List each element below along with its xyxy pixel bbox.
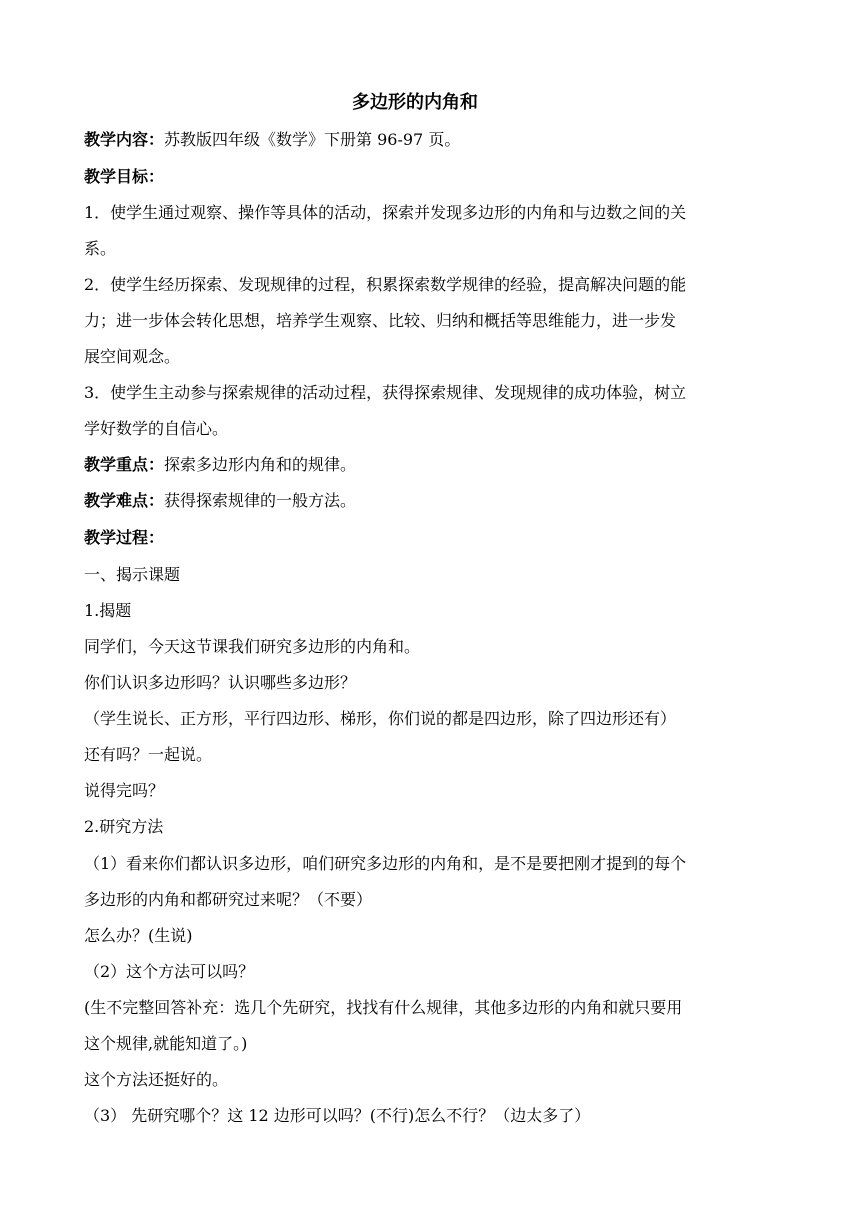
process-paragraph: 这个规律,就能知道了。) <box>84 1034 248 1053</box>
key-point-label: 教学重点： <box>84 455 165 474</box>
process-subheading-method: 2.研究方法 <box>84 817 164 836</box>
key-point-line <box>84 452 744 478</box>
process-paragraph: 怎么办？(生说) <box>84 926 193 945</box>
process-paragraph: (生不完整回答补充：选几个先研究，找找有什么规律，其他多边形的内角和就只要用 <box>84 998 683 1017</box>
goal-3-line-1: 3．使学生主动参与探索规律的活动过程，获得探索规律、发现规律的成功体验，树立 <box>84 383 687 402</box>
difficulty-label: 教学难点： <box>84 491 165 510</box>
process-paragraph: 说得完吗？ <box>84 781 165 800</box>
goal-2-line-2: 力；进一步体会转化思想，培养学生观察、比较、归纳和概括等思维能力，进一步发 <box>84 311 677 330</box>
goal-1-line-1: 1．使学生通过观察、操作等具体的活动，探索并发现多边形的内角和与边数之间的关 <box>84 203 687 222</box>
difficulty-text: 获得探索规律的一般方法。 <box>164 491 357 510</box>
goal-3-line-2: 学好数学的自信心。 <box>84 419 229 438</box>
process-paragraph: 还有吗？一起说。 <box>84 745 213 764</box>
teaching-content-text: 苏教版四年级《数学》下册第 96-97 页。 <box>164 130 461 149</box>
process-paragraph: 同学们，今天这节课我们研究多边形的内角和。 <box>84 637 421 656</box>
process-subheading-reveal-topic: 1.揭题 <box>84 601 132 620</box>
process-section-heading: 一、揭示课题 <box>84 565 181 584</box>
process-paragraph: （2）这个方法可以吗？ <box>84 962 255 981</box>
teaching-goals-heading: 教学目标： <box>84 167 165 186</box>
goal-2-line-3: 展空间观念。 <box>84 347 181 366</box>
process-paragraph: （学生说长、正方形，平行四边形、梯形，你们说的都是四边形，除了四边形还有） <box>84 709 677 728</box>
teaching-process-heading: 教学过程： <box>84 528 165 547</box>
process-paragraph: 多边形的内角和都研究过来呢？（不要） <box>84 890 373 909</box>
goal-2-line-1: 2．使学生经历探索、发现规律的过程，积累探索数学规律的经验，提高解决问题的能 <box>84 275 687 294</box>
difficulty-line <box>84 488 744 514</box>
process-paragraph: （1）看来你们都认识多边形，咱们研究多边形的内角和，是不是要把刚才提到的每个 <box>84 854 687 873</box>
teaching-content-line <box>84 127 744 153</box>
document-title: 多边形的内角和 <box>352 92 478 113</box>
teaching-content-label: 教学内容： <box>84 130 165 149</box>
process-paragraph: 你们认识多边形吗？认识哪些多边形？ <box>84 673 357 692</box>
goal-1-line-2: 系。 <box>84 239 117 258</box>
process-paragraph: 这个方法还挺好的。 <box>84 1070 229 1089</box>
process-paragraph: （3） 先研究哪个？这 12 边形可以吗？(不行)怎么不行？（边太多了） <box>84 1106 591 1125</box>
key-point-text: 探索多边形内角和的规律。 <box>164 455 357 474</box>
